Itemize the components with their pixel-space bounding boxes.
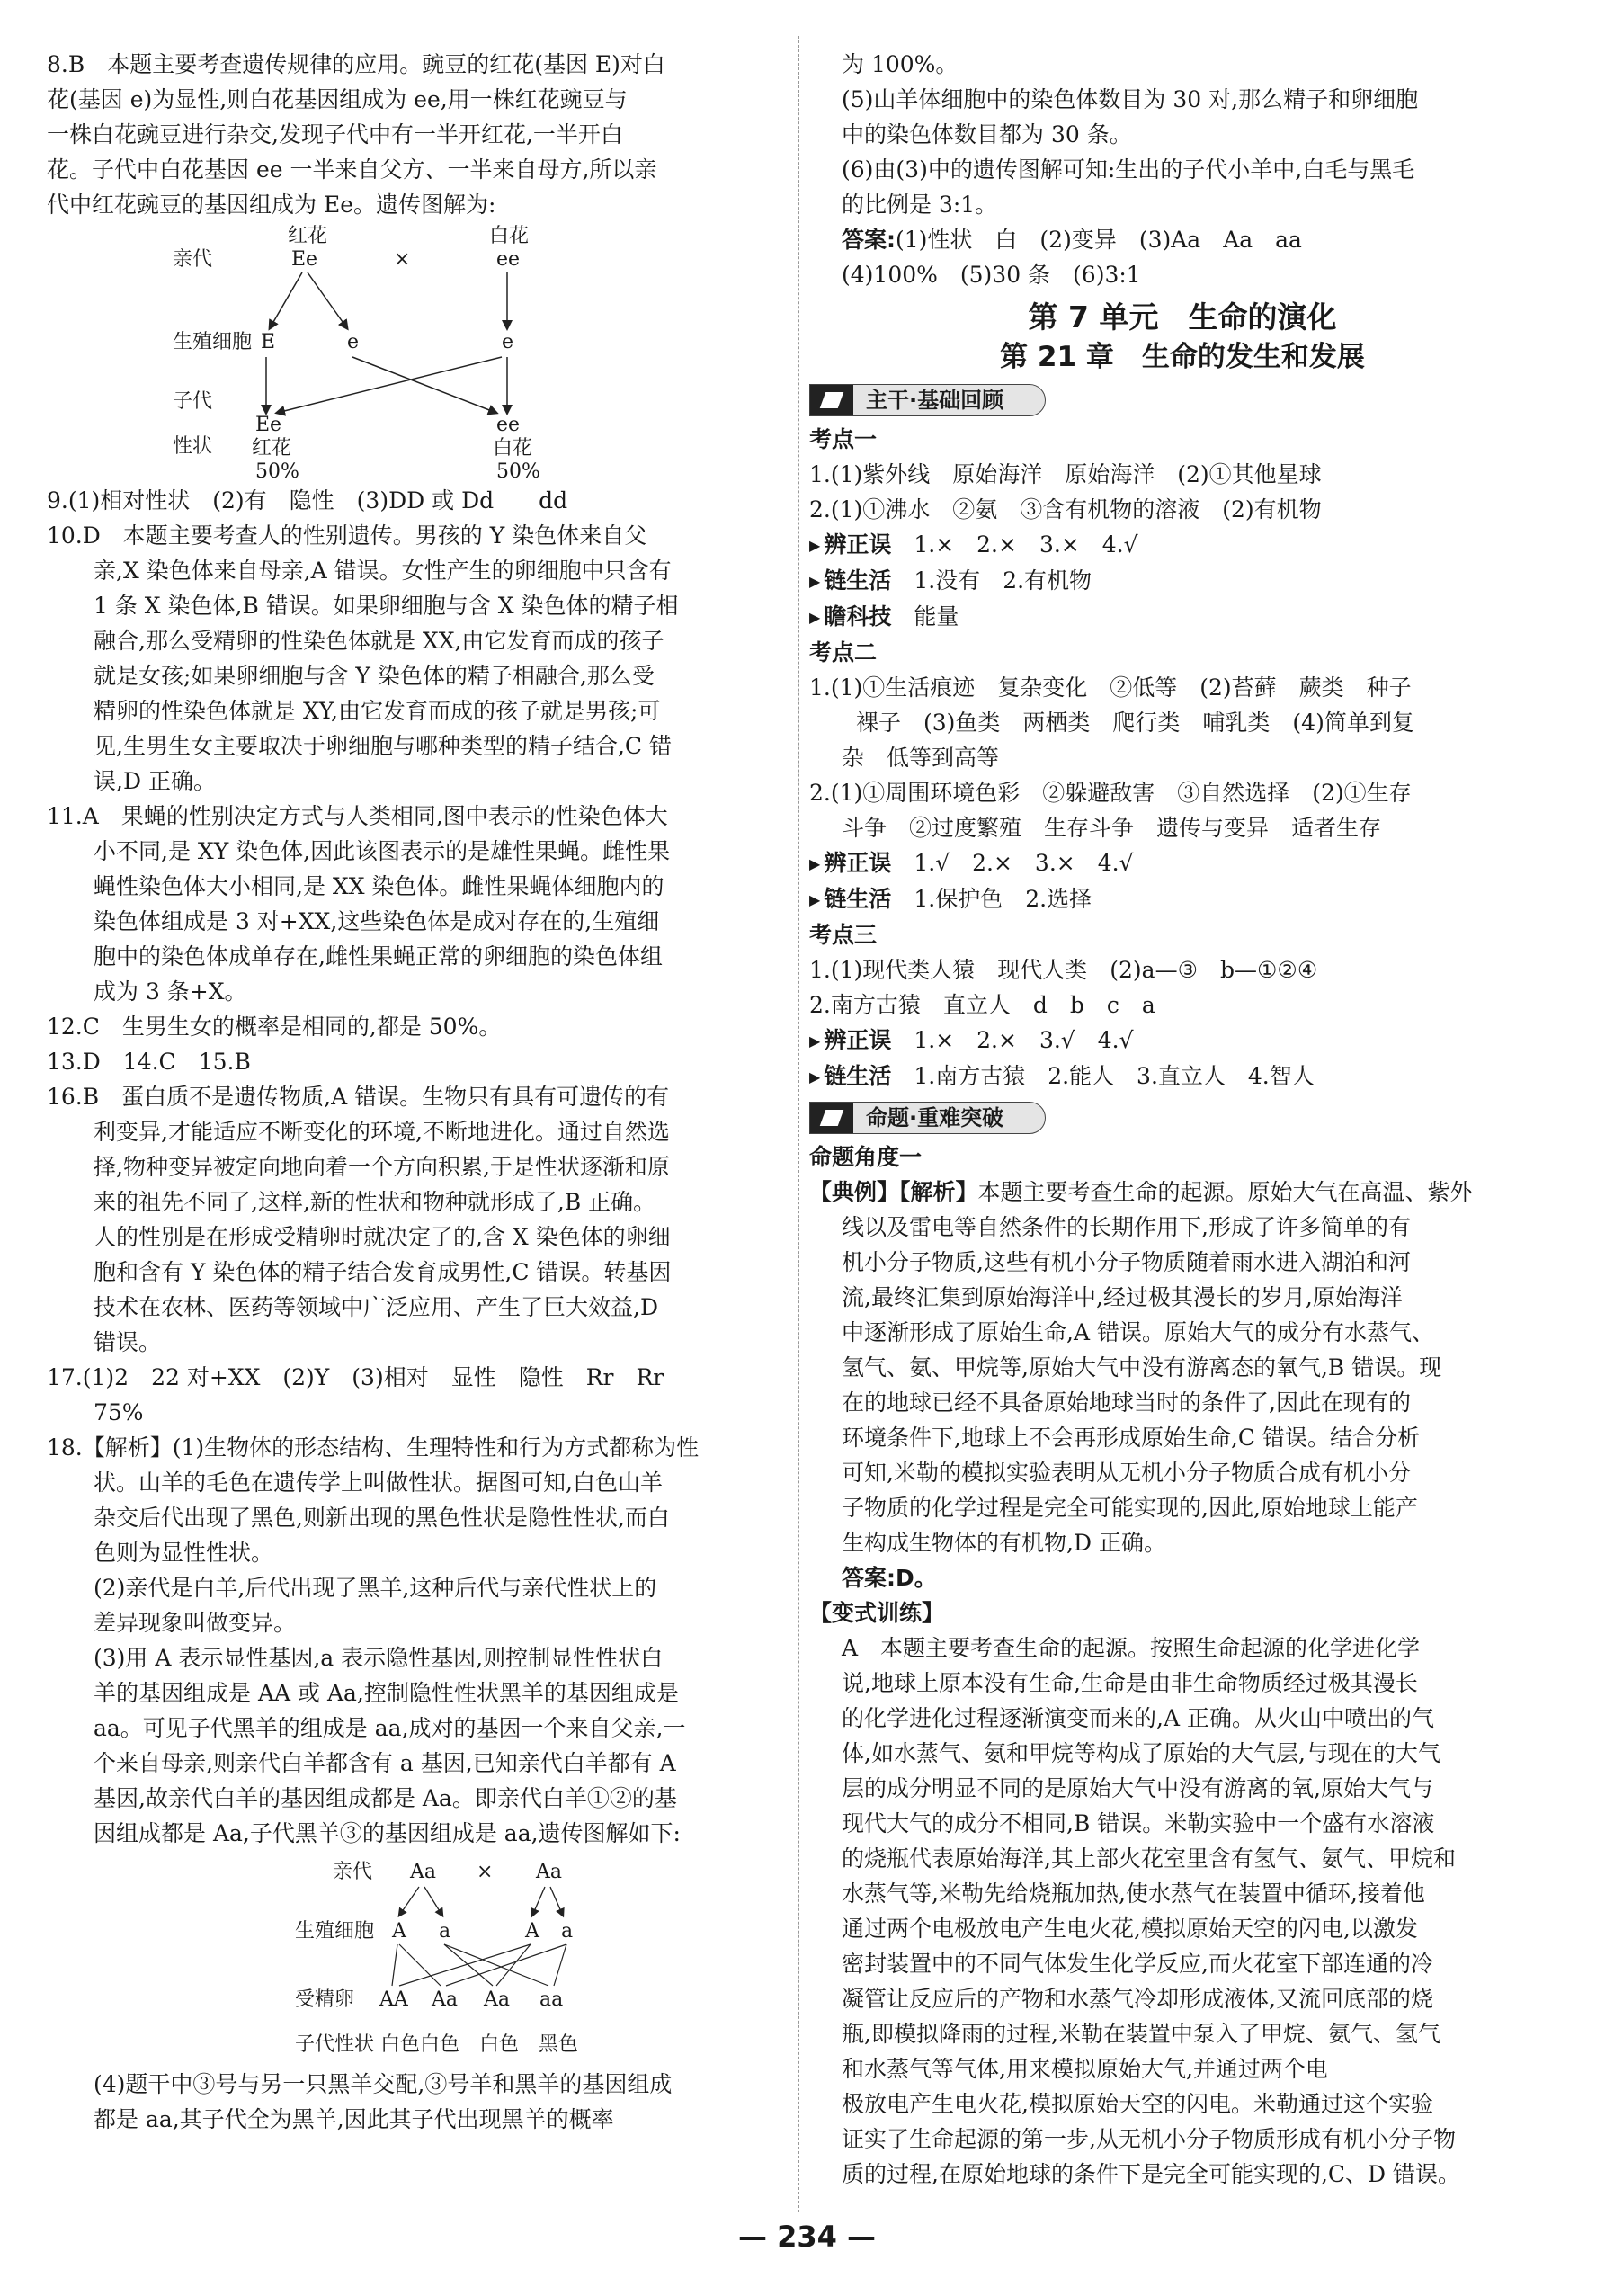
answer-text: (1)性状 白 (2)变异 (3)Aa Aa aa (896, 227, 1302, 253)
left-column (47, 47, 793, 2137)
value: 1.× 2.× 3.× 4.√ (914, 532, 1138, 558)
text-line: 来的祖先不同了,这样,新的性状和物种就形成了,B 正确。 (94, 1189, 656, 1215)
ratio-white: 50% (496, 460, 540, 483)
value: 1.√ 2.× 3.× 4.√ (914, 850, 1134, 876)
text-line: 色则为显性性状。 (94, 1540, 274, 1566)
text-line: 水蒸气等,米勒先给烧瓶加热,使水蒸气在装置中循环,接着他 (842, 1881, 1425, 1907)
text-line: 代中红花豌豆的基因组成为 Ee。遗传图解为: (47, 192, 496, 218)
text-line: 证实了生命起源的第一步,从无机小分子物质形成有机小分子物 (842, 2126, 1456, 2152)
text-line: 8.B 本题主要考查遗传规律的应用。豌豆的红花(基因 E)对白 (47, 51, 665, 77)
example-analysis (809, 1175, 1556, 1595)
gamete-A: A (525, 1920, 539, 1943)
text-line: 为 100%。 (842, 51, 959, 77)
text-line: 现代大气的成分不相同,B 错误。米勒实验中一个盛有水溶液 (842, 1810, 1435, 1836)
true-false-row (809, 1023, 1556, 1059)
text-line: (2)亲代是白羊,后代出现了黑羊,这种后代与亲代性状上的 (94, 1575, 657, 1601)
label-trait: 性状 (173, 435, 213, 458)
offspring-traits: 子代性状 白色白色 白色 黑色 (295, 2033, 578, 2056)
text-line: (5)山羊体细胞中的染色体数目为 30 对,那么精子和卵细胞 (842, 86, 1419, 112)
text-line: 技术在农林、医药等领域中广泛应用、产生了巨大效益,D (94, 1294, 658, 1320)
value: 1.南方古猿 2.能人 3.直立人 4.智人 (914, 1063, 1315, 1089)
text-line: 和水蒸气等气体,用来模拟原始大气,并通过两个电 (842, 2056, 1328, 2082)
example-answer: 答案:D。 (842, 1565, 937, 1591)
answer-q18-part4 (47, 2067, 793, 2137)
value: 1.保护色 2.选择 (914, 886, 1092, 912)
answer-q11 (47, 799, 793, 1009)
text-line: 羊的基因组成是 AA 或 Aa,控制隐性性状黑羊的基因组成是 (94, 1680, 679, 1706)
life-link-row (809, 881, 1556, 917)
text-line: 个来自母亲,则亲代白羊都含有 a 基因,已知亲代白羊都有 A (94, 1750, 676, 1776)
text-line: 极放电产生电火花,模拟原始天空的闪电。米勒通过这个实验 (842, 2091, 1433, 2117)
value: 1.× 2.× 3.√ 4.√ (914, 1027, 1134, 1053)
text-line: 错误。 (94, 1329, 162, 1355)
section-banner-basics (809, 384, 1046, 416)
answer-q16 (47, 1079, 793, 1360)
text-line: 75% (94, 1399, 144, 1425)
text-line: A 本题主要考查生命的起源。按照生命起源的化学进化学 (842, 1635, 1421, 1661)
banner-icon (820, 1110, 844, 1126)
text-line: 10.D 本题主要考查人的性别遗传。男孩的 Y 染色体来自父 (47, 523, 647, 549)
text-line: 误,D 正确。 (94, 768, 216, 794)
answer-label: 答案: (842, 227, 896, 253)
offspring-Ee: Ee (255, 414, 282, 436)
text-line: 11.A 果蝇的性别决定方式与人类相同,图中表示的性染色体大 (47, 803, 668, 829)
text-line: 层的成分明显不同的是原始大气中没有游离的氧,原始大气与 (842, 1775, 1433, 1801)
zygote-Aa: Aa (432, 1988, 459, 2011)
text-line: 小不同,是 XY 染色体,因此该图表示的是雄性果蝇。雌性果 (94, 838, 671, 864)
text-line: 胞和含有 Y 染色体的精子结合发育成男性,C 错误。转基因 (94, 1259, 672, 1285)
text-line: 2.(1)①周围环境色彩 ②躲避敌害 ③自然选择 (2)①生存 (809, 780, 1412, 806)
text-line: 的比例是 3:1。 (842, 192, 998, 218)
text-line: 在的地球已经不具备原始地球当时的条件了,因此在现有的 (842, 1389, 1411, 1416)
text-line: 机小分子物质,这些有机小分子物质随着雨水进入湖泊和河 (842, 1249, 1411, 1275)
tech-row (809, 599, 1556, 635)
life-link-row (809, 563, 1556, 599)
angle-heading: 命题角度一 (809, 1144, 923, 1170)
text-line: 利变异,才能适应不断变化的环境,不断地进化。通过自然选 (94, 1119, 670, 1145)
ratio-red: 50% (255, 460, 299, 483)
section-banner-key-points (809, 1102, 1046, 1134)
banner-icon (820, 392, 844, 408)
text-line: 环境条件下,地球上不会再形成原始生命,C 错误。结合分析 (842, 1425, 1420, 1451)
text-line: (6)由(3)中的遗传图解可知:生出的子代小羊中,白毛与黑毛 (842, 156, 1415, 183)
banner-label: 命题·重难突破 (866, 1105, 1004, 1130)
text-line: 2.(1)①沸水 ②氨 ③含有机物的溶液 (2)有机物 (809, 496, 1322, 523)
text-line: 体,如水蒸气、氨和甲烷等构成了原始的大气层,与现在的大气 (842, 1740, 1440, 1766)
label-red-parent: 红花 (288, 225, 328, 247)
right-column (809, 47, 1556, 2192)
label-true-false: ▶ 辨正误 (809, 532, 891, 558)
text-line: 2.南方古猿 直立人 d b c a (809, 992, 1155, 1018)
offspring-ee: ee (496, 414, 521, 436)
label-tech: ▶ 瞻科技 (809, 603, 891, 630)
text-line: 斗争 ②过度繁殖 生存斗争 遗传与变异 适者生存 (842, 815, 1382, 841)
true-false-row (809, 845, 1556, 881)
label-true-false: ▶ 辨正误 (809, 1027, 891, 1053)
text-line: 杂 低等到高等 (842, 745, 1000, 771)
text-line: 生构成生物体的有机物,D 正确。 (842, 1530, 1166, 1556)
text-line: 通过两个电极放电产生电火花,模拟原始天空的闪电,以激发 (842, 1916, 1418, 1942)
text-line: 精卵的性染色体就是 XY,由它发育而成的孩子就是男孩;可 (94, 698, 661, 724)
genotype-ee: ee (496, 248, 521, 271)
genotype-Ee: Ee (291, 248, 318, 271)
zygote-AA: AA (379, 1988, 408, 2011)
gamete-e: e (347, 331, 360, 353)
text-line: 都是 aa,其子代全为黑羊,因此其子代出现黑羊的概率 (94, 2106, 614, 2132)
cross-symbol: × (394, 248, 411, 271)
variant-training (809, 1630, 1556, 2192)
label-life-link: ▶ 链生活 (809, 1063, 891, 1089)
text-line: 花(基因 e)为显性,则白花基因组成为 ee,用一株红花豌豆与 (47, 86, 628, 112)
text-line: 裸子 (3)鱼类 两栖类 爬行类 哺乳类 (4)简单到复 (856, 710, 1414, 736)
column-divider (798, 36, 800, 2212)
text-line: 瓶,即模拟降雨的过程,米勒在装置中泵入了甲烷、氨气、氢气 (842, 2021, 1440, 2047)
text-line: 染色体组成是 3 对+XX,这些染色体是成对存在的,生殖细 (94, 908, 660, 934)
text-line: 差异现象叫做变异。 (94, 1610, 297, 1636)
zygote-aa: aa (539, 1988, 564, 2011)
value: 能量 (914, 603, 959, 630)
text-line: 融合,那么受精卵的性染色体就是 XX,由它发育而成的孩子 (94, 628, 664, 654)
zygote-Aa: Aa (484, 1988, 511, 2011)
label-gamete-gen: 生殖细胞 (173, 331, 253, 353)
text-line: 的烧瓶代表原始海洋,其上部火花室里含有氢气、氨气、甲烷和 (842, 1845, 1456, 1872)
topic-heading: 考点三 (809, 922, 878, 948)
label-zygote: 受精卵 (295, 1988, 355, 2011)
text-line: 质的过程,在原始地球的条件下是完全可能实现的,C、D 错误。 (842, 2161, 1461, 2187)
banner-label: 主干·基础回顾 (866, 388, 1004, 413)
answer-q10 (47, 518, 793, 799)
text-line: 中的染色体数目都为 30 条。 (842, 121, 1132, 147)
answer-q12: 12.C 生男生女的概率是相同的,都是 50%。 (47, 1014, 502, 1040)
text-line: 的化学进化过程逐渐演变而来的,A 正确。从火山中喷出的气 (842, 1705, 1434, 1731)
gamete-E: E (261, 331, 276, 353)
text-line: 一株白花豌豆进行杂交,发现子代中有一半开红花,一半开白 (47, 121, 623, 147)
value: 本题主要考查生命的起源。原始大气在高温、紫外 (977, 1179, 1473, 1205)
text-line (809, 1175, 1556, 1210)
text-line: 成为 3 条+X。 (94, 978, 247, 1005)
gamete-e: e (502, 331, 514, 353)
gamete-a: a (439, 1920, 451, 1943)
text-line: 可知,米勒的模拟实验表明从无机小分子物质合成有机小分 (842, 1460, 1411, 1486)
label-parent-gen: 亲代 (173, 248, 213, 271)
text-line: 胞中的染色体成单存在,雌性果蝇正常的卵细胞的染色体组 (94, 943, 663, 969)
answer-q18-continued (809, 47, 1556, 292)
text-line: 密封装置中的不同气体发生化学反应,而火花室下部连通的冷 (842, 1951, 1433, 1977)
value: 1.没有 2.有机物 (914, 567, 1092, 594)
text-line: 1.(1)①生活痕迹 复杂变化 ②低等 (2)苔藓 蕨类 种子 (809, 675, 1412, 701)
text-line: 17.(1)2 22 对+XX (2)Y (3)相对 显性 隐性 Rr Rr (47, 1364, 664, 1390)
text-line: 因组成都是 Aa,子代黑羊③的基因组成是 aa,遗传图解如下: (94, 1820, 681, 1846)
true-false-row (809, 527, 1556, 563)
genetic-diagram-pea (47, 222, 793, 483)
genotype-Aa: Aa (410, 1861, 437, 1883)
text-line: 1.(1)紫外线 原始海洋 原始海洋 (2)①其他星球 (809, 461, 1322, 487)
gamete-a: a (561, 1920, 574, 1943)
page-number: — 234 — (737, 2220, 877, 2254)
text-line: 状。山羊的毛色在遗传学上叫做性状。据图可知,白色山羊 (94, 1470, 663, 1496)
genetic-diagram-goat (47, 1851, 793, 2067)
text-line: 基因,故亲代白羊的基因组成都是 Aa。即亲代白羊①②的基 (94, 1785, 677, 1811)
topic-heading: 考点一 (809, 426, 878, 452)
text-line: (4)题干中③号与另一只黑羊交配,③号羊和黑羊的基因组成 (94, 2071, 673, 2097)
genotype-Aa: Aa (536, 1861, 563, 1883)
label-true-false: ▶ 辨正误 (809, 850, 891, 876)
text-line: 18.【解析】(1)生物体的形态结构、生理特性和行为方式都称为性 (47, 1434, 700, 1461)
answer-line (809, 222, 1556, 257)
variant-label: 【变式训练】 (809, 1600, 945, 1626)
text-line: 花。子代中白花基因 ee 一半来自父方、一半来自母方,所以亲 (47, 156, 657, 183)
trait-white: 白花 (493, 437, 533, 460)
answer-q13-15: 13.D 14.C 15.B (47, 1049, 251, 1075)
label-parent-gen: 亲代 (333, 1861, 373, 1883)
text-line: 择,物种变异被定向地向着一个方向积累,于是性状逐渐和原 (94, 1154, 670, 1180)
answer-q8 (47, 47, 793, 222)
label-gamete-gen: 生殖细胞 (295, 1920, 375, 1943)
answer-q9: 9.(1)相对性状 (2)有 隐性 (3)DD 或 Dd dd (47, 487, 568, 514)
answer-line: (4)100% (5)30 条 (6)3:1 (842, 262, 1141, 288)
text-line: 杂交后代出现了黑色,则新出现的黑色性状是隐性性状,而白 (94, 1505, 670, 1531)
text-line: 子物质的化学过程是完全可能实现的,因此,原始地球上能产 (842, 1495, 1418, 1521)
label-white-parent: 白花 (489, 225, 530, 247)
topic-heading: 考点二 (809, 639, 878, 666)
cross-symbol: × (477, 1861, 494, 1883)
text-line: 线以及雷电等自然条件的长期作用下,形成了许多简单的有 (842, 1214, 1411, 1240)
text-line: 中逐渐形成了原始生命,A 错误。原始大气的成分有水蒸气、 (842, 1319, 1434, 1345)
unit-title: 第 7 单元 生命的演化 (1028, 299, 1337, 335)
label-offspring-gen: 子代 (173, 390, 213, 413)
text-line: 见,生男生女主要取决于卵细胞与哪种类型的精子结合,C 错 (94, 733, 672, 759)
text-line: 氢气、氨、甲烷等,原始大气中没有游离态的氧气,B 错误。现 (842, 1354, 1442, 1380)
answer-q18 (47, 1430, 793, 1851)
label-life-link: ▶ 链生活 (809, 567, 891, 594)
text-line: 16.B 蛋白质不是遗传物质,A 错误。生物只有具有可遗传的有 (47, 1084, 670, 1110)
text-line: 1.(1)现代类人猿 现代人类 (2)a—③ b—①②④ (809, 957, 1318, 983)
answer-q17 (47, 1360, 793, 1430)
gamete-A: A (392, 1920, 406, 1943)
trait-red: 红花 (252, 437, 292, 460)
text-line: 1 条 X 染色体,B 错误。如果卵细胞与含 X 染色体的精子相 (94, 593, 679, 619)
text-line: (3)用 A 表示显性基因,a 表示隐性基因,则控制显性性状白 (94, 1645, 664, 1671)
example-label: 【典例】【解析】 (809, 1179, 978, 1205)
life-link-row (809, 1059, 1556, 1094)
text-line: 说,地球上原本没有生命,生命是由非生命物质经过极其漫长 (842, 1670, 1418, 1696)
text-line: 人的性别是在形成受精卵时就决定了的,含 X 染色体的卵细 (94, 1224, 671, 1250)
text-line: 亲,X 染色体来自母亲,A 错误。女性产生的卵细胞中只含有 (94, 558, 672, 584)
text-line: 凝管让反应后的产物和水蒸气冷却形成液体,又流回底部的烧 (842, 1986, 1433, 2012)
text-line: 流,最终汇集到原始海洋中,经过极其漫长的岁月,原始海洋 (842, 1284, 1403, 1310)
text-line: 就是女孩;如果卵细胞与含 Y 染色体的精子相融合,那么受 (94, 663, 655, 689)
chapter-title: 第 21 章 生命的发生和发展 (1000, 341, 1365, 373)
text-line: aa。可见子代黑羊的组成是 aa,成对的基因一个来自父亲,一 (94, 1715, 686, 1741)
label-life-link: ▶ 链生活 (809, 886, 891, 912)
text-line: 蝇性染色体大小相同,是 XX 染色体。雌性果蝇体细胞内的 (94, 873, 664, 899)
